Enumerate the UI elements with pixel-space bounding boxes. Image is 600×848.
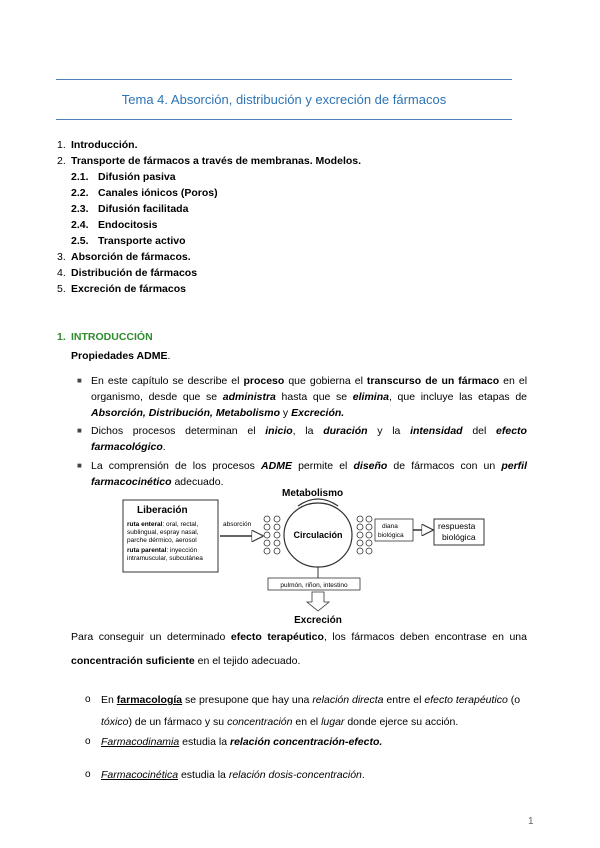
diana-label-1: diana: [382, 523, 398, 530]
page-number: 1: [528, 816, 534, 827]
bullet-paragraph: ■ La comprensión de los procesos ADME permite el diseño de fármacos con un perfil farmacocinético adecuado.: [77, 460, 528, 488]
bullet-paragraph: ■ Dichos procesos determinan el inicio, la duración y la intensidad del efecto farmacológico.: [77, 425, 527, 453]
circle-bullet-item: o Farmacocinética estudia la relación dosis-concentración.: [101, 764, 527, 786]
organos-label: pulmón, riñon, intestino: [280, 582, 348, 589]
square-bullet-icon: ■: [77, 461, 82, 470]
toc-item: 4. Distribución de fármacos: [57, 267, 198, 279]
left-membrane: [264, 516, 280, 554]
section-subheading: Propiedades ADME.: [71, 350, 171, 362]
respuesta-label-1: respuesta: [438, 521, 476, 531]
section-heading: 1. INTRODUCCIÓN: [57, 331, 153, 343]
toc-subitem: 2.1. Difusión pasiva: [71, 171, 176, 183]
circle-bullet-item: o Farmacodinamia estudia la relación concentración-efecto.: [101, 731, 527, 753]
toc-subitem: 2.4. Endocitosis: [71, 219, 158, 231]
circle-bullet-icon: o: [85, 736, 91, 747]
diana-label-2: biológica: [378, 532, 404, 539]
excrecion-arrow: [307, 592, 329, 611]
page-title: Tema 4. Absorción, distribución y excreción de fármacos: [121, 92, 447, 107]
liberacion-title: Liberación: [137, 505, 188, 516]
respuesta-label-2: biológica: [442, 532, 476, 542]
excrecion-label: Excreción: [294, 615, 342, 626]
enteral-line-1: ruta enteral: oral, rectal,: [127, 521, 199, 528]
right-membrane: [357, 516, 372, 554]
title-rule-top: [56, 79, 512, 80]
title-rule-bottom: [56, 119, 512, 120]
toc-item: 1. Introducción.: [57, 139, 138, 151]
circle-bullet-item: o En farmacología se presupone que hay una relación directa entre el efecto terapéutico (o tóxico) de un fármaco y su concentración en el lugar donde ejerce su acción.: [101, 689, 527, 733]
adme-diagram: [122, 486, 522, 626]
square-bullet-icon: ■: [77, 376, 82, 385]
toc-item: 5. Excreción de fármacos: [57, 283, 186, 295]
toc-item: 3. Absorción de fármacos.: [57, 251, 191, 263]
circle-bullet-icon: o: [85, 694, 91, 705]
table-of-contents: [57, 137, 361, 297]
metabolismo-label: Metabolismo: [282, 488, 344, 499]
absorcion-label: absorción: [223, 521, 252, 528]
bullet-paragraph: ■ En este capítulo se describe el proceso que gobierna el transcurso de un fármaco en el organismo, desde que se administra hasta que se elimina, que incluye las etapas de Absorción, Distribución, Metabolismo y Excreción.: [77, 375, 528, 419]
enteral-line-2: sublingual, espray nasal,: [127, 529, 199, 536]
toc-item: 2. Transporte de fármacos a través de membranas. Modelos.: [57, 155, 362, 167]
enteral-line-3: parche dérmico, aerosol: [127, 537, 197, 544]
toc-subitem: 2.3. Difusión facilitada: [71, 203, 189, 215]
parental-line-2: intramuscular, subcutánea: [127, 555, 203, 562]
square-bullet-icon: ■: [77, 426, 82, 435]
parental-line-1: ruta parental: inyección: [127, 547, 198, 554]
toc-subitem: 2.5. Transporte activo: [71, 235, 186, 247]
circulacion-label: Circulación: [293, 530, 343, 540]
body-paragraph: Para conseguir un determinado efecto terapéutico, los fármacos deben encontrase en una concentración suficiente en el tejido adecuado.: [71, 631, 527, 667]
toc-subitem: 2.2. Canales iónicos (Poros): [71, 187, 218, 199]
circle-bullet-icon: o: [85, 769, 91, 780]
